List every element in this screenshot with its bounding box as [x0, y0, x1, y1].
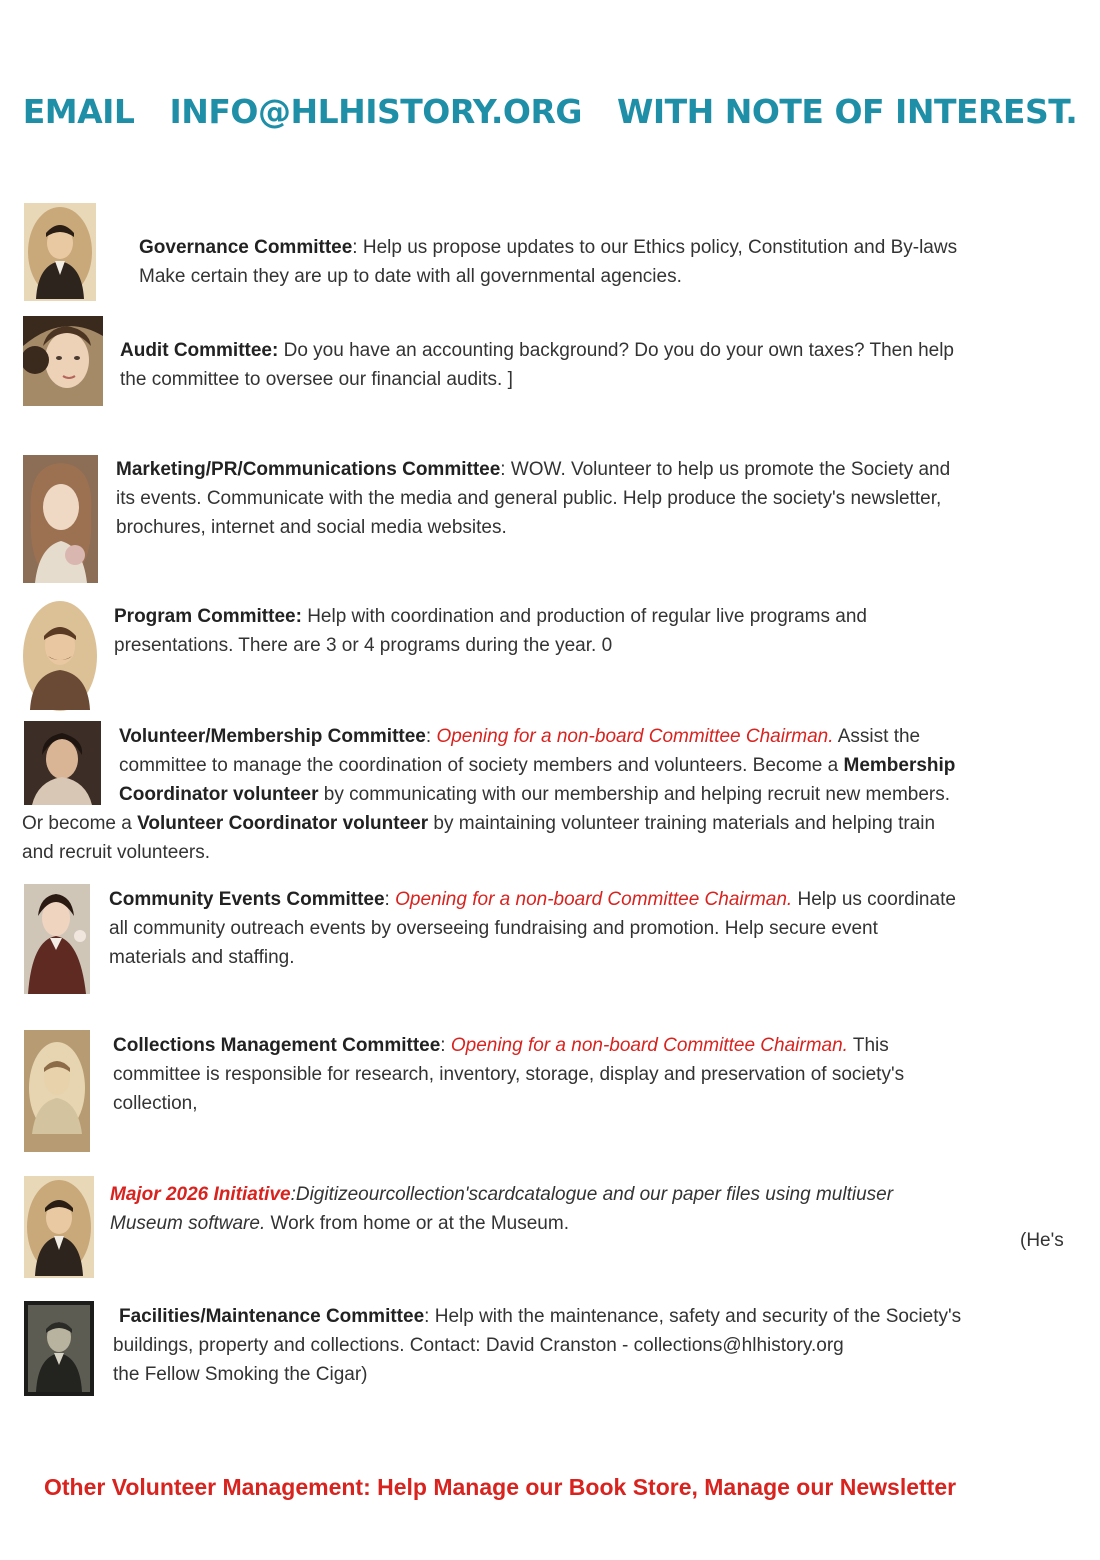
committee-title: Audit Committee: [120, 340, 279, 361]
committee-title: Marketing/PR/Communications Committee [116, 459, 501, 480]
committee-volunteer-continued: Or become a Volunteer Coordinator volunteer by maintaining volunteer training materials and helping train and recruit volunteers. [22, 813, 936, 863]
initiative-title: Major 2026 Initiative [110, 1184, 291, 1205]
committee-facilities: Facilities/Maintenance Committee: Help with the maintenance, safety and security of the Society's buildings, property and collections. Contact: David Cranston - collections@hlhistory.org the Fellow Smoking the Cigar) [113, 1306, 962, 1385]
heading-email-label: EMAIL [22, 92, 135, 131]
committee-title: Volunteer/Membership Committee [119, 726, 426, 747]
committee-community-events: Community Events Committee: Opening for a non-board Committee Chairman. Help us coordinate all community outreach events by overseeing fundraising and promotion. Help secure event materials and staffing. [109, 889, 956, 968]
opening-notice: Opening for a non-board Committee Chairman. [436, 726, 834, 747]
committee-collections: Collections Management Committee: Opening for a non-board Committee Chairman. This committee is responsible for research, inventory, storage, display and preservation of society's collection, [113, 1035, 905, 1114]
portrait-marketing [23, 455, 98, 583]
heading-note: WITH NOTE OF INTEREST. [616, 92, 1078, 131]
committee-title: Program Committee: [114, 606, 302, 627]
committee-title: Governance Committee [139, 237, 353, 258]
committee-title: Facilities/Maintenance Committee [119, 1306, 425, 1327]
portrait-collections [24, 1030, 90, 1152]
opening-notice: Opening for a non-board Committee Chairman. [395, 889, 793, 910]
portrait-program [22, 600, 98, 712]
opening-notice: Opening for a non-board Committee Chairman. [450, 1035, 848, 1056]
footer-volunteer-management: Other Volunteer Management: Help Manage our Book Store, Manage our Newsletter [44, 1474, 957, 1500]
portrait-community-events [24, 884, 90, 994]
committee-marketing: Marketing/PR/Communications Committee: WOW. Volunteer to help us promote the Society and its events. Communicate with the media and general public. Help produce the society's newsletter, brochures, internet and social media websites. [116, 459, 951, 538]
committee-governance: Governance Committee: Help us propose updates to our Ethics policy, Constitution and By-laws Make certain they are up to date with all governmental agencies. [139, 237, 958, 287]
committee-title: Collections Management Committee [113, 1035, 441, 1056]
committee-audit: Audit Committee: Do you have an accounting background? Do you do your own taxes? Then help the committee to oversee our financial audits. ] [120, 340, 954, 390]
portrait-governance [24, 203, 96, 301]
committee-program: Program Committee: Help with coordination and production of regular live programs and presentations. There are 3 or 4 programs during the year. 0 [114, 606, 867, 656]
portrait-facilities [24, 1301, 94, 1396]
page-heading [0, 92, 1100, 131]
side-note: (He's [1020, 1230, 1064, 1251]
major-initiative: Major 2026 Initiative:Digitizeourcollection'scardcatalogue and our paper files using multiuser Museum software. Work from home or at the Museum. [110, 1184, 894, 1234]
committee-volunteer: Volunteer/Membership Committee: Opening for a non-board Committee Chairman. Assist the committee to manage the coordination of society members and volunteers. Become a Membership Coordinator volunteer by communicating with our membership and helping recruit new members. [119, 726, 956, 805]
portrait-audit [23, 316, 103, 406]
portrait-volunteer [24, 721, 101, 805]
portrait-initiative [24, 1176, 94, 1278]
committee-title: Community Events Committee [109, 889, 385, 910]
heading-email-address[interactable]: INFO@HLHISTORY.ORG [169, 92, 582, 131]
